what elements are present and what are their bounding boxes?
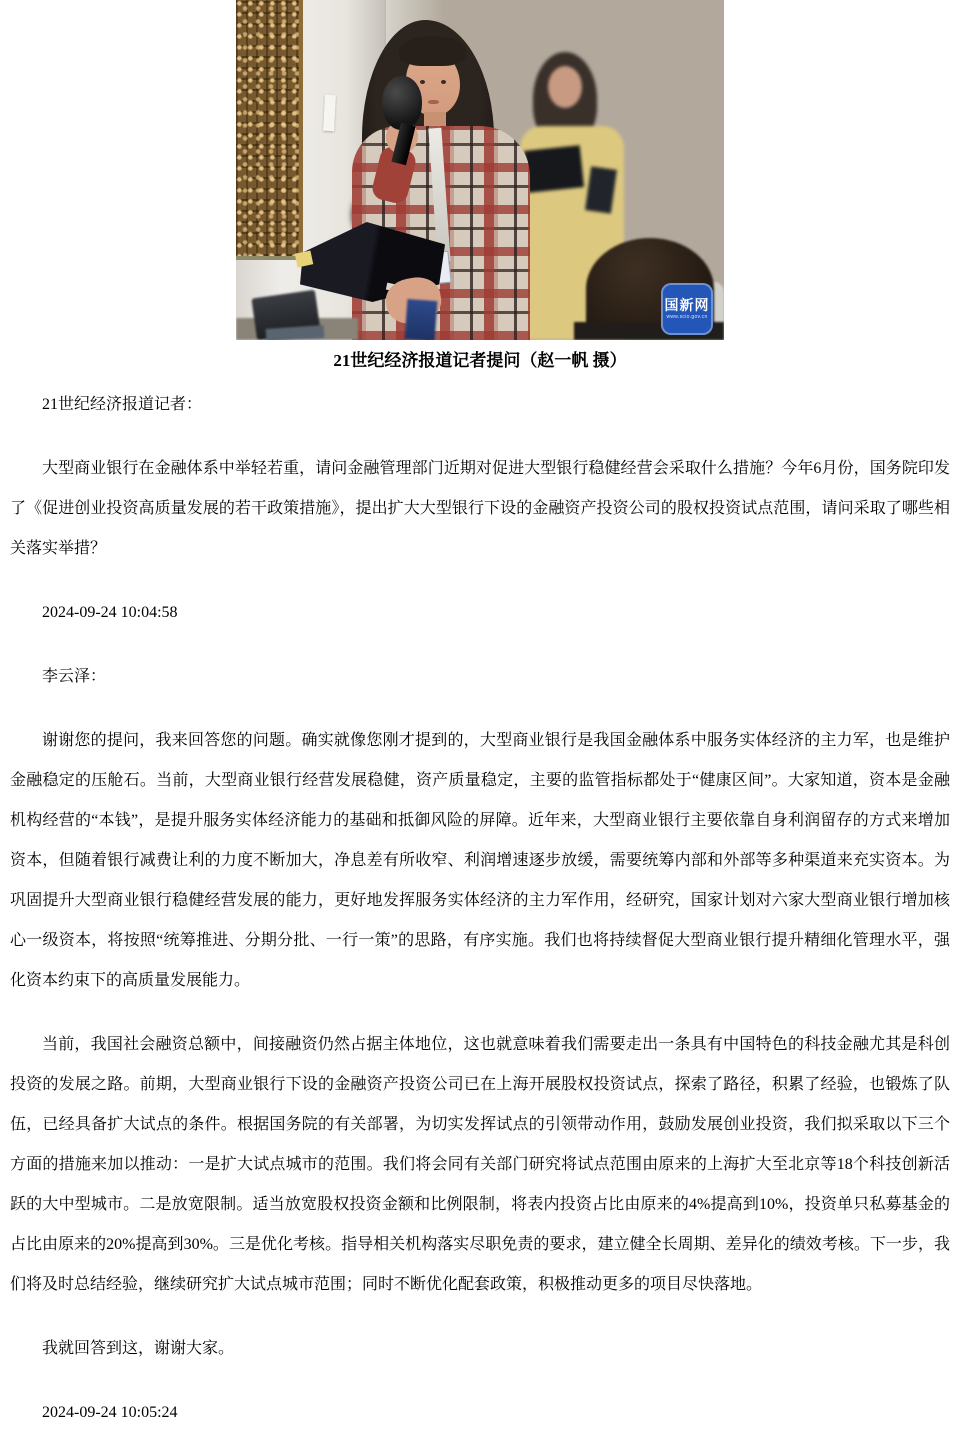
photo-paper-note [323,95,336,132]
answer-paragraph-1: 谢谢您的提问，我来回答您的问题。确实就像您刚才提到的，大型商业银行是我国金融体系中服务实体经济的主力军，也是维护金融稳定的压舱石。当前，大型商业银行经营发展稳健，资产质量稳定，主要的监管指标都处于“健康区间”。大家知道，资本是金融机构经营的“本钱”，是提升服务实体经济能力的基础和抵御风险的屏障。近年来，大型商业银行主要依靠自身利润留存的方式来增加资本，但随着银行减费让利的力度不断加大，净息差有所收窄、利润增速逐步放缓，需要统筹内部和外部等多种渠道来充实资本。为巩固提升大型商业银行稳健经营发展的能力，更好地发挥服务实体经济的主力军作用，经研究，国家计划对六家大型商业银行增加核心一级资本，将按照“统筹推进、分期分批、一行一策”的思路，有序实施。我们也将持续督促大型商业银行提升精细化管理水平，强化资本约束下的高质量发展能力。 [10,732,950,989]
journalist-left-eye [420,80,425,84]
press-photo [236,0,724,340]
journalist-right-eye [441,80,446,84]
question-speaker: 21世纪经济报道记者： [42,396,203,413]
question-text: 大型商业银行在金融体系中举轻若重，请问金融管理部门近期对促进大型银行稳健经营会采取什么措施？今年6月份，国务院印发了《促进创业投资高质量发展的若干政策措施》，提出扩大大型银行下设的金融资产投资公司的股权投资试点范围，请问采取了哪些相关落实举措？ [10,460,950,557]
background-reporter-face [548,66,582,108]
scio-logo-url: www.scio.gov.cn [666,314,708,320]
answer-paragraph-2: 当前，我国社会融资总额中，间接融资仍然占据主体地位，这也就意味着我们需要走出一条具有中国特色的科技金融尤其是科创投资的发展之路。前期，大型商业银行下设的金融资产投资公司已在上海开展股权投资试点，探索了路径，积累了经验，也锻炼了队伍，已经具备扩大试点的条件。根据国务院的有关部署，为切实发挥试点的引领带动作用，鼓励发展创业投资，我们拟采取以下三个方面的措施来加以推动：一是扩大试点城市的范围。我们将会同有关部门研究将试点范围由原来的上海扩大至北京等18个科技创新活跃的大中型城市。二是放宽限制。适当放宽股权投资金额和比例限制，将表内投资占比由原来的4%提高到10%，投资单只私募基金的占比由原来的20%提高到30%。三是优化考核。指导相关机构落实尽职免责的要求，建立健全长周期、差异化的绩效考核。下一步，我们将及时总结经验，继续研究扩大试点城市范围；同时不断优化配套政策，积极推动更多的项目尽快落地。 [10,1036,950,1293]
scio-watermark-logo [661,283,713,335]
answer-timestamp: 2024-09-24 10:05:24 [42,1404,178,1421]
photo-carved-panel [236,0,303,260]
background-reporter-tablet [524,145,584,193]
journalist-mouth [428,100,439,104]
answer-closing: 我就回答到这，谢谢大家。 [42,1340,235,1357]
microphone-head [382,76,422,130]
foreground-blue-folder [405,299,438,340]
scio-logo-title: 国新网 [664,297,710,313]
photo-caption: 21世纪经济报道记者提问（赵一帆 摄） [333,351,627,370]
answer-speaker: 李云泽： [42,668,107,685]
transcript [0,373,960,1445]
journalist-bangs [399,36,466,66]
press-photo-figure [0,0,960,373]
question-timestamp: 2024-09-24 10:04:58 [42,604,178,621]
